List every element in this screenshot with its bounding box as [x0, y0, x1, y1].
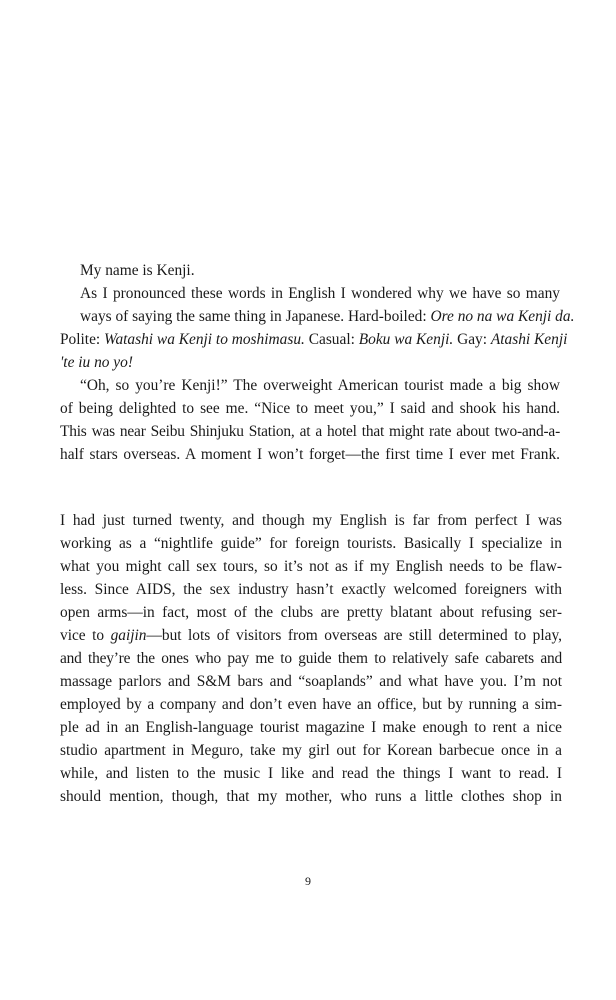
japanese-phrase: Watashi wa Kenji to moshimasu.	[104, 331, 305, 348]
text-line: working as a “nightlife guide” for foreign tourists. Basically I specialize in	[60, 535, 562, 552]
paragraph-meeting-frank	[60, 374, 560, 466]
text-line: open arms—in fact, most of the clubs are pretty blatant about refusing ser-	[60, 604, 562, 621]
text-run: Casual:	[304, 331, 359, 348]
text-line: ple ad in an English-language tourist magazine I make enough to rent a nice	[60, 719, 562, 736]
text-line: massage parlors and S&M bars and “soaplands” and what have you. I’m not	[60, 673, 562, 690]
japanese-phrase: Ore no na wa Kenji da.	[430, 308, 575, 325]
text-line: studio apartment in Meguro, take my girl out for Korean barbecue once in a	[60, 742, 562, 759]
text-line	[60, 305, 575, 328]
text-run: Gay:	[453, 331, 491, 348]
text-line: employed by a company and don’t even have an office, but by running a sim-	[60, 696, 562, 713]
paragraph-nightlife-guide	[60, 509, 562, 808]
opening-section	[60, 259, 575, 466]
text-line: less. Since AIDS, the sex industry hasn’t exactly welcomed foreigners with	[60, 581, 562, 598]
text-line: half stars overseas. A moment I won’t forget—the first time I ever met Frank.	[60, 446, 560, 463]
paragraph-ways-of-saying	[60, 282, 575, 374]
text-run: ways of saying the same thing in Japanese. Hard-boiled:	[80, 308, 431, 325]
text-line: I had just turned twenty, and though my English is far from perfect I was	[60, 512, 562, 529]
japanese-phrase: Boku wa Kenji.	[358, 331, 454, 348]
text-line: should mention, though, that my mother, who runs a little clothes shop in	[60, 788, 562, 805]
text-line: of being delighted to see me. “Nice to meet you,” I said and shook his hand.	[60, 400, 560, 417]
text-line: “Oh, so you’re Kenji!” The overweight American tourist made a big show	[80, 377, 560, 394]
text-line: and they’re the ones who pay me to guide them to relatively safe cabarets and	[60, 650, 562, 667]
text-run: —but lots of visitors from overseas are still determined to play,	[146, 627, 562, 644]
japanese-word: gaijin	[110, 627, 147, 644]
text-line: This was near Seibu Shinjuku Station, at a hotel that might rate about two-and-a-	[60, 423, 560, 440]
text-run: vice to	[60, 627, 111, 644]
japanese-phrase: Atashi Kenji	[490, 331, 568, 348]
body-section	[60, 509, 562, 808]
text-line: As I pronounced these words in English I wondered why we have so many	[80, 285, 560, 302]
text-line: what you might call sex tours, so it’s not as if my English needs to be flaw-	[60, 558, 562, 575]
text-line	[60, 624, 562, 647]
japanese-phrase: 'te iu no yo!	[60, 354, 133, 371]
text-line	[60, 328, 568, 351]
text-run: Polite:	[60, 331, 105, 348]
text-line: My name is Kenji.	[80, 262, 195, 279]
text-line: while, and listen to the music I like and read the things I want to read. I	[60, 765, 562, 782]
page-number: 9	[305, 874, 311, 888]
text-line	[60, 351, 560, 374]
paragraph-name	[60, 259, 560, 282]
